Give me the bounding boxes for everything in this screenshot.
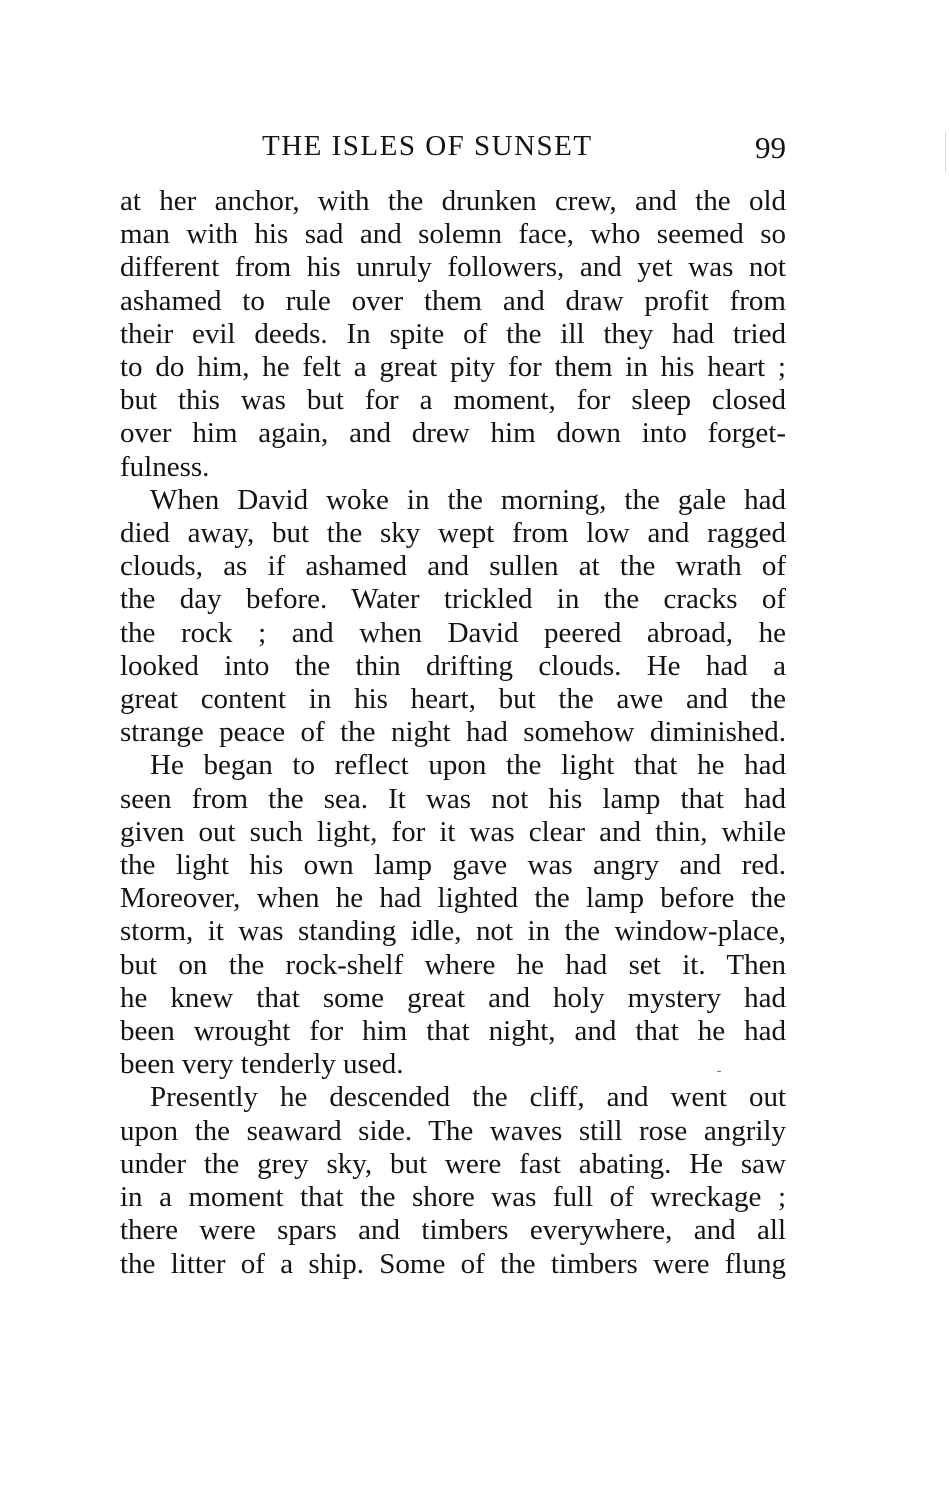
text-line: When David woke in the morning, the gale had — [150, 483, 786, 516]
text-line: fulness. — [120, 450, 210, 483]
text-line: upon the seaward side. The waves still rose angrily — [120, 1114, 786, 1147]
print-speck — [717, 1071, 721, 1072]
paragraph-3 — [120, 749, 786, 1081]
text-line: at her anchor, with the drunken crew, and the old — [120, 185, 786, 217]
paragraph-1 — [120, 185, 786, 484]
text-line: man with his sad and solemn face, who seemed so — [120, 218, 786, 251]
text-line: the light his own lamp gave was angry and red. — [120, 849, 786, 882]
text-line: over him again, and drew him down into forget- — [120, 417, 786, 450]
text-line: but on the rock-shelf where he had set it. Then — [120, 948, 786, 981]
running-head — [120, 124, 786, 168]
text-line: clouds, as if ashamed and sullen at the wrath of — [120, 550, 786, 583]
text-line: Presently he descended the cliff, and went out — [150, 1081, 786, 1114]
text-line: the day before. Water trickled in the cracks of — [120, 583, 786, 616]
text-line: great content in his heart, but the awe and the — [120, 683, 786, 716]
text-line: He began to reflect upon the light that he had — [150, 749, 786, 782]
text-line: there were spars and timbers everywhere, and all — [120, 1214, 786, 1247]
text-line: died away, but the sky wept from low and ragged — [120, 517, 786, 550]
page-edge-mark — [945, 132, 946, 172]
text-line: been wrought for him that night, and that he had — [120, 1015, 786, 1048]
text-line: different from his unruly followers, and yet was not — [120, 251, 786, 284]
text-line: ashamed to rule over them and draw profit from — [120, 284, 786, 317]
paragraph-2 — [120, 484, 786, 750]
text-line: Moreover, when he had lighted the lamp before the — [120, 882, 786, 915]
text-line: seen from the sea. It was not his lamp that had — [120, 782, 786, 815]
text-line: strange peace of the night had somehow diminished. — [120, 716, 786, 749]
text-line: looked into the thin drifting clouds. He had a — [120, 649, 786, 682]
text-line: he knew that some great and holy mystery had — [120, 981, 786, 1014]
text-line: the rock ; and when David peered abroad, he — [120, 616, 786, 649]
text-line: their evil deeds. In spite of the ill they had tried — [120, 317, 786, 350]
text-line: been very tenderly used. — [120, 1048, 404, 1081]
text-line: given out such light, for it was clear and thin, while — [120, 815, 786, 848]
running-title: THE ISLES OF SUNSET — [262, 130, 593, 162]
paragraph-4 — [120, 1081, 786, 1280]
text-line: to do him, he felt a great pity for them in his heart ; — [120, 351, 786, 384]
text-line: in a moment that the shore was full of wreckage ; — [120, 1181, 786, 1214]
page-number: 99 — [755, 130, 786, 165]
text-line: but this was but for a moment, for sleep closed — [120, 384, 786, 417]
text-line: under the grey sky, but were fast abating. He saw — [120, 1147, 786, 1180]
body-text — [120, 185, 786, 1281]
text-line: the litter of a ship. Some of the timbers were flung — [120, 1247, 786, 1280]
text-line: storm, it was standing idle, not in the window-place, — [120, 915, 786, 948]
